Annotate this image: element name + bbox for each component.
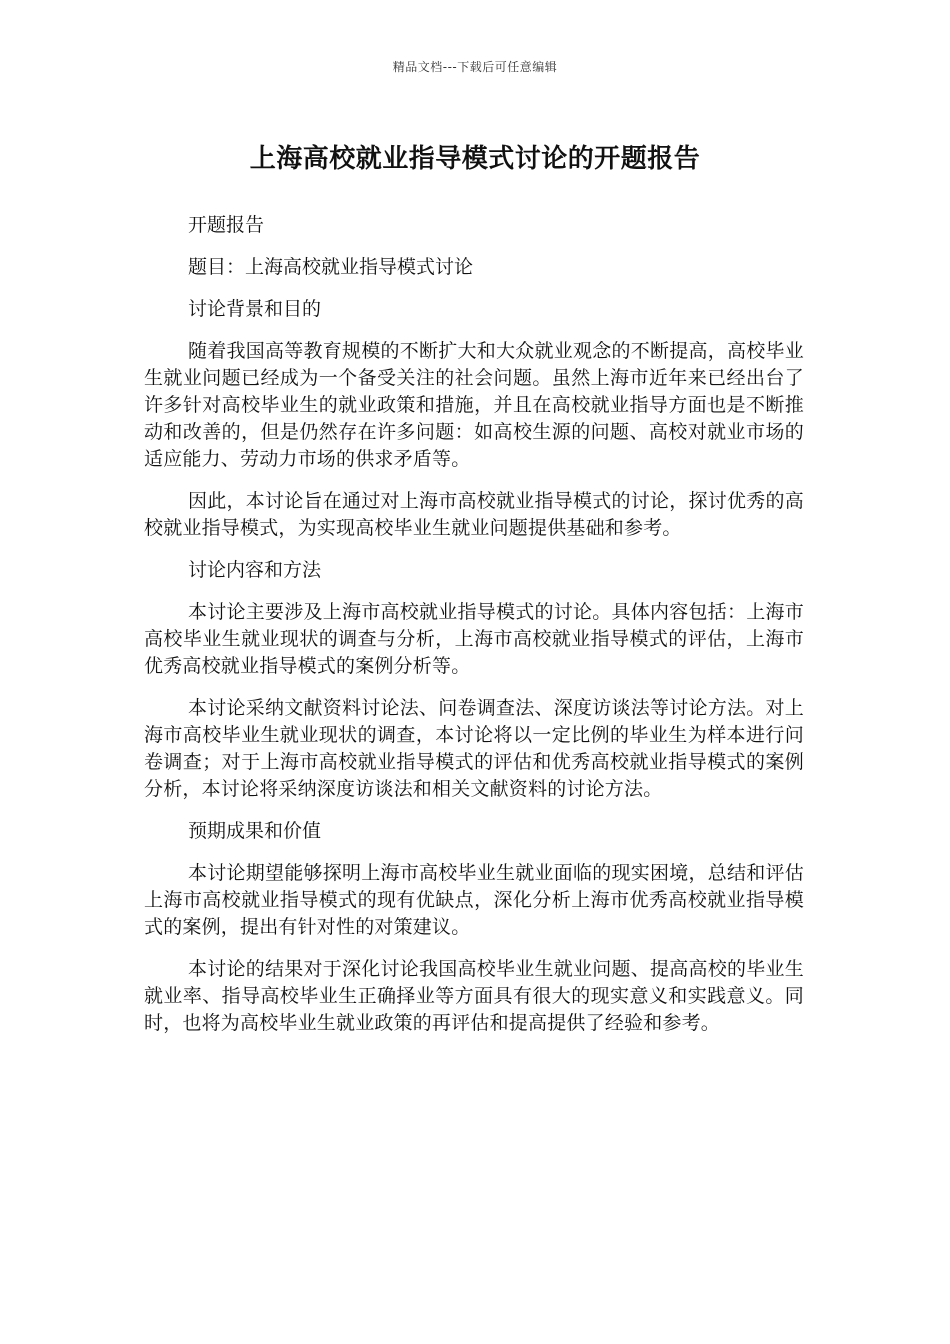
paragraph-content-2: 本讨论采纳文献资料讨论法、问卷调查法、深度访谈法等讨论方法。对上海市高校毕业生就业现状的调查，本讨论将以一定比例的毕业生为样本进行问卷调查；对于上海市高校就业指导模式的评估和优秀高校就业指导模式的案例分析，本讨论将采纳深度访谈法和相关文献资料的讨论方法。: [144, 697, 804, 800]
section-heading-content: 讨论内容和方法: [188, 559, 322, 581]
paragraph-content-1: 本讨论主要涉及上海市高校就业指导模式的讨论。具体内容包括：上海市高校毕业生就业现状的调查与分析，上海市高校就业指导模式的评估，上海市优秀高校就业指导模式的案例分析等。: [144, 601, 804, 677]
page-header-watermark: 精品文档---下载后可任意编辑: [392, 60, 558, 74]
paragraph-background-2: 因此，本讨论旨在通过对上海市高校就业指导模式的讨论，探讨优秀的高校就业指导模式，为实现高校毕业生就业问题提供基础和参考。: [144, 490, 804, 539]
topic-line: 题目：上海高校就业指导模式讨论: [188, 256, 474, 278]
report-label: 开题报告: [188, 214, 265, 236]
section-heading-results: 预期成果和价值: [188, 820, 322, 842]
document-body: [144, 212, 804, 1052]
paragraph-results-1: 本讨论期望能够探明上海市高校毕业生就业面临的现实困境，总结和评估上海市高校就业指导模式的现有优缺点，深化分析上海市优秀高校就业指导模式的案例，提出有针对性的对策建议。: [144, 862, 804, 938]
section-heading-background: 讨论背景和目的: [188, 298, 322, 320]
document-title: 上海高校就业指导模式讨论的开题报告: [249, 144, 701, 174]
paragraph-results-2: 本讨论的结果对于深化讨论我国高校毕业生就业问题、提高高校的毕业生就业率、指导高校毕业生正确择业等方面具有很大的现实意义和实践意义。同时，也将为高校毕业生就业政策的再评估和提高提供了经验和参考。: [144, 958, 804, 1034]
paragraph-background-1: 随着我国高等教育规模的不断扩大和大众就业观念的不断提高，高校毕业生就业问题已经成为一个备受关注的社会问题。虽然上海市近年来已经出台了许多针对高校毕业生的就业政策和措施，并且在高校就业指导方面也是不断推动和改善的，但是仍然存在许多问题：如高校生源的问题、高校对就业市场的适应能力、劳动力市场的供求矛盾等。: [144, 340, 804, 470]
